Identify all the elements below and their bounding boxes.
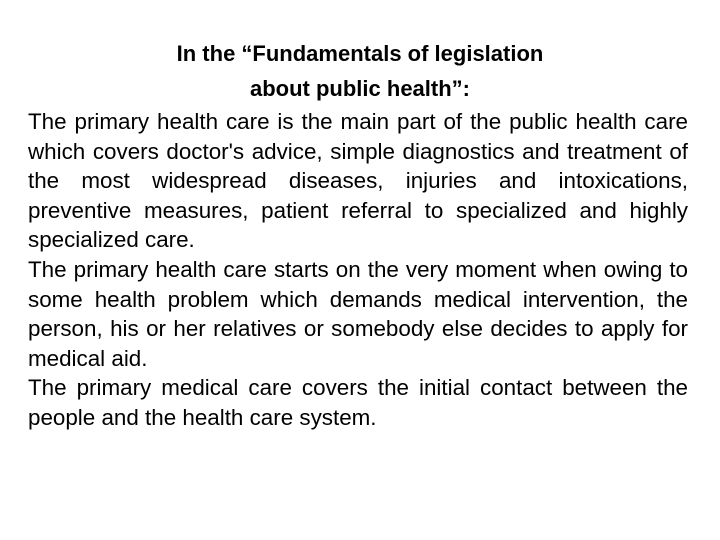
title-line-1: In the “Fundamentals of legislation: [176, 41, 544, 66]
slide-body: [28, 107, 688, 433]
slide-title: [28, 36, 692, 106]
title-line-2: about public health”:: [250, 76, 470, 101]
paragraph-primary-care-start: The primary health care starts on the very moment when owing to some health problem which demands medical intervention, the person, his or her relatives or somebody else decides to apply for medical aid.: [28, 256, 688, 371]
paragraph-primary-care-definition: The primary health care is the main part of the public health care which covers doctor's advice, simple diagnostics and treatment of the most widespread diseases, injuries and intoxications, preventive measures, patient referral to specialized and highly specialized care.: [28, 109, 688, 253]
paragraph-initial-contact: The primary medical care covers the initial contact between the people and the health care system.: [28, 375, 688, 430]
